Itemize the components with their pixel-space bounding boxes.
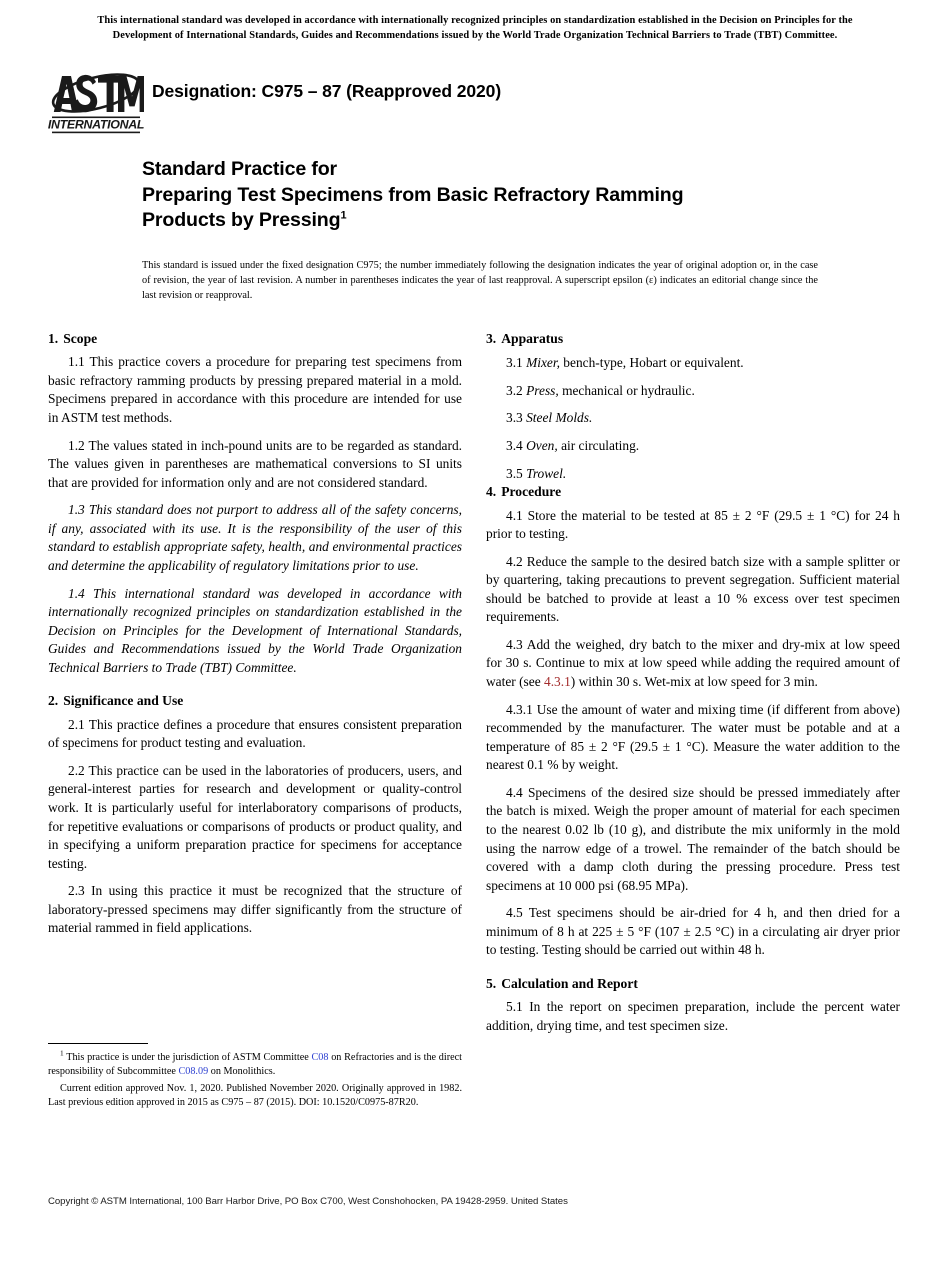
issued-under-note: This standard is issued under the fixed designation C975; the number immediately following the designation indicates the year of original adoption or, in the case of revision, the year of last revision. A number in parentheses indicates the year of last reapproval. A superscript epsilon (ε) indicates an editorial change since the last revision or reapproval. — [142, 260, 818, 302]
apparatus-item-rest: bench-type, Hobart or equivalent. — [559, 355, 744, 371]
section-number-4: 4. — [486, 484, 497, 500]
title-line-3-text: Products by Pressing — [142, 209, 341, 232]
apparatus-item-number: 3.1 — [506, 355, 523, 371]
designation-line: Designation: C975 – 87 (Reapproved 2020) — [152, 81, 502, 101]
paragraph-1-4: 1.4 This international standard was developed in accordance with internationally recognized principles on standardization established in the Decision on Principles for the Development of International Standards, Guides and Recommendations issued by the World Trade Organization Technical Barriers to Trade (TBT) Committee. — [48, 585, 462, 675]
footnote-marker: 1 — [60, 1048, 64, 1058]
apparatus-item-term: Steel Molds. — [526, 410, 593, 426]
svg-text:INTERNATIONAL: INTERNATIONAL — [48, 117, 144, 132]
section-heading-apparatus — [486, 330, 900, 348]
apparatus-item-number: 3.3 — [506, 410, 523, 426]
paragraph-1-3: 1.3 This standard does not purport to address all of the safety concerns, if any, associated with its use. It is the responsibility of the user of this standard to establish appropriate safety, health, and environmental practices and determine the applicability of regulatory limitations prior to use. — [48, 502, 462, 573]
title-line-1: Standard Practice for — [142, 158, 338, 180]
title-line-3 — [142, 208, 902, 234]
section-number-5: 5. — [486, 975, 497, 991]
footnote-edition-history: Current edition approved Nov. 1, 2020. Published November 2020. Originally approved in 1982. Last previous edition approved in 2015 as C975 – 87 (2015). DOI: 10.1520/C0975-87R20. — [48, 1082, 462, 1109]
footnote-block — [48, 1043, 462, 1111]
paragraph-4-3-text-b: ) within 30 s. Wet-mix at low speed for 3 min. — [570, 674, 818, 689]
paragraph-2-2: 2.2 This practice can be used in the laboratories of producers, users, and general-interest parties for research and development or quality-control work. It is particularly useful for interlaboratory comparisons of products, for repetitive evaluations or comparisons of products or product quality, and in specifying a uniform preparation practice for specimens for acceptance testing. — [48, 762, 462, 871]
page-title — [142, 157, 902, 234]
footnote-text-a: This practice is under the jurisdiction of ASTM Committee — [63, 1052, 312, 1063]
apparatus-item — [486, 409, 900, 428]
paragraph-5-1: 5.1 In the report on specimen preparation, include the percent water addition, drying time, and test specimen size. — [486, 999, 900, 1033]
section-heading-significance — [48, 692, 462, 710]
apparatus-item-number: 3.4 — [506, 438, 523, 454]
footnote-text-c: on Monolithics. — [208, 1066, 276, 1078]
tbt-banner — [48, 14, 902, 44]
section-title-1: Scope — [63, 331, 98, 346]
paragraph-4-2: 4.2 Reduce the sample to the desired batch size with a sample splitter or by quartering, taking precautions to prevent segregation. Sufficient material should be batched to provide at least a 10 % excess over test specimen requirements. — [486, 553, 900, 625]
apparatus-item-term: Oven, — [526, 438, 558, 454]
footnote-jurisdiction — [48, 1048, 462, 1080]
apparatus-item — [486, 354, 900, 373]
title-line-2: Preparing Test Specimens from Basic Refractory Ramming — [142, 183, 684, 206]
section-title-3: Apparatus — [501, 331, 564, 346]
tbt-banner-line-1: This international standard was developed in accordance with internationally recognized principles on standardization established in the Decision on Principles for the — [97, 15, 853, 26]
cross-reference-431[interactable]: 4.3.1 — [544, 674, 571, 689]
paragraph-2-3: 2.3 In using this practice it must be recognized that the structure of laboratory-pressed specimens may differ significantly from the structure of material rammed in field applications. — [48, 883, 462, 936]
section-title-5: Calculation and Report — [501, 975, 638, 991]
section-number-2: 2. — [48, 693, 59, 709]
section-heading-procedure — [486, 483, 900, 501]
section-heading-calculation — [486, 975, 900, 993]
committee-c08-link[interactable]: C08 — [311, 1052, 329, 1063]
paragraph-4-3 — [486, 636, 900, 692]
apparatus-item-term: Mixer, — [526, 355, 560, 371]
footnote-text-b: on Refractories and is the direct responsibility of Subcommittee — [48, 1052, 462, 1078]
section-title-4: Procedure — [501, 484, 562, 500]
title-footnote-marker: 1 — [340, 209, 347, 222]
subcommittee-c0809-link[interactable]: C08.09 — [178, 1066, 209, 1078]
paragraph-2-1: 2.1 This practice defines a procedure that ensures consistent preparation of specimens for product testing and evaluation. — [48, 716, 462, 751]
body-column-left — [48, 330, 462, 938]
apparatus-item — [486, 465, 900, 484]
paragraph-4-1: 4.1 Store the material to be tested at 85 ± 2 °F (29.5 ± 1 °C) for 24 h prior to testing. — [486, 507, 900, 542]
paragraph-1-1: 1.1 This practice covers a procedure for preparing test specimens from basic refractory ramming products by pressing prepared material in a mold. Specimens prepared in accordance with this procedure are intended for use in ASTM test methods. — [48, 354, 462, 426]
apparatus-item-number: 3.5 — [506, 465, 523, 481]
copyright-footer: Copyright © ASTM International, 100 Barr Harbor Drive, PO Box C700, West Conshohocken, PA 19428-2959. United States — [48, 1196, 568, 1207]
apparatus-item-rest: mechanical or hydraulic. — [558, 382, 695, 398]
section-title-2: Significance and Use — [63, 693, 184, 709]
apparatus-item — [486, 382, 900, 401]
section-heading-scope — [48, 330, 462, 348]
section-number-3: 3. — [486, 331, 497, 346]
apparatus-item — [486, 437, 900, 456]
apparatus-item-number: 3.2 — [506, 382, 523, 398]
paragraph-1-2: 1.2 The values stated in inch-pound units are to be regarded as standard. The values given in parentheses are mathematical conversions to SI units that are provided for information only and are not considered standard. — [48, 437, 462, 490]
paragraph-4-3-text-a: 4.3 Add the weighed, dry batch to the mixer and dry-mix at low speed for 30 s. Continue to mix at low speed while adding the required amount of water (see — [486, 636, 900, 689]
paragraph-4-5: 4.5 Test specimens should be air-dried for 4 h, and then dried for a minimum of 8 h at 225 ± 5 °F (107 ± 2.5 °C) in a circulating air dryer prior to testing. Testing should be carried out within 48 h. — [486, 905, 900, 958]
section-number-1: 1. — [48, 331, 59, 346]
apparatus-item-rest: air circulating. — [557, 438, 640, 454]
paragraph-4-4: 4.4 Specimens of the desired size should be pressed immediately after the batch is mixed. Weigh the proper amount of material for each specimen to the nearest 0.02 lb (10 g), and distribute the mix uniformly in the mold using the narrow edge of a trowel. The remainder of the batch should be covered with a damp cloth during the pressing procedure. Press test specimens at 10 000 psi (68.95 MPa). — [486, 784, 900, 893]
body-column-right — [486, 330, 900, 1035]
footnote-rule — [48, 1043, 148, 1044]
document-header — [48, 62, 902, 140]
tbt-banner-line-2: Development of International Standards, Guides and Recommendations issued by the World Trade Organization Technical Barriers to Trade (TBT) Committee. — [112, 29, 838, 41]
paragraph-4-3-1: 4.3.1 Use the amount of water and mixing time (if different from above) recommended by the manufacturer. The water must be potable and at a temperature of 85 ± 2 °F (29.5 ± 1 °C). Measure the water addition to the nearest 0.1 % by weight. — [486, 701, 900, 773]
apparatus-item-term: Trowel. — [526, 465, 567, 481]
astm-logo — [48, 62, 144, 136]
apparatus-item-term: Press, — [526, 382, 559, 398]
